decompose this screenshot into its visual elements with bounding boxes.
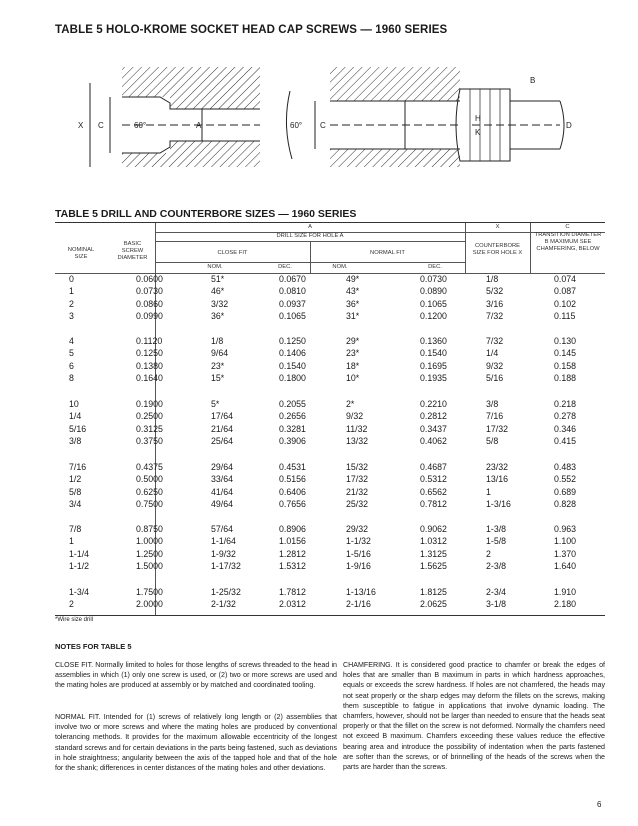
table-cell: 1-1/64 <box>211 536 236 547</box>
table-cell: 1-5/16 <box>346 548 371 559</box>
table-cell: 3/4 <box>69 499 82 510</box>
header-normal-fit: NORMAL FIT <box>370 250 405 256</box>
table-cell: 1-13/16 <box>346 587 376 597</box>
table-cell: 3/16 <box>486 298 504 309</box>
table-cell: 0.1695 <box>420 360 447 371</box>
header-dec-close: DEC. <box>278 264 292 270</box>
table-cell: 0.1380 <box>136 360 163 371</box>
table-cell: 0.3281 <box>279 423 306 434</box>
table-cell: 15* <box>211 373 225 384</box>
table-cell: 1-9/32 <box>211 548 236 559</box>
close-fit-hole-figure <box>90 67 260 167</box>
table-cell: 0.7812 <box>420 499 447 510</box>
table-cell: 0.483 <box>554 462 577 472</box>
header-close-fit: CLOSE FIT <box>217 250 248 256</box>
table-cell: 2.180 <box>554 599 577 610</box>
table-cell: 0.1935 <box>420 373 447 384</box>
table-cell: 0.0860 <box>136 298 163 309</box>
table-cell: 7/16 <box>486 411 504 422</box>
table-cell: 1 <box>486 486 491 497</box>
notes-title: NOTES FOR TABLE 5 <box>55 642 132 651</box>
table-cell: 0.3125 <box>136 423 163 434</box>
header-nominal-size: NOMINAL SIZE <box>67 247 95 261</box>
table-cell: 1-1/32 <box>346 536 371 547</box>
table-cell: 0.1540 <box>420 348 447 359</box>
table-cell: 0.1900 <box>136 399 163 409</box>
table-cell: 0.158 <box>554 360 577 371</box>
table-cell: 1.0156 <box>279 536 306 547</box>
table-cell: 0.1800 <box>279 373 306 384</box>
table-cell: 6 <box>69 360 74 371</box>
header-a: A <box>308 224 312 230</box>
table-cell: 0.1065 <box>420 298 447 309</box>
table-cell: 1-17/32 <box>211 561 241 572</box>
table-cell: 21/64 <box>211 423 234 434</box>
table-cell: 2.0625 <box>420 599 447 610</box>
table-cell: 1.3125 <box>420 548 447 559</box>
table-cell: 0.1406 <box>279 348 306 359</box>
table-cell: 21/32 <box>346 486 369 497</box>
table-cell: 13/32 <box>346 436 369 447</box>
table-cell: 0.1540 <box>279 360 306 371</box>
diagram-label-c: C <box>98 121 104 130</box>
table-cell: 0.6562 <box>420 486 447 497</box>
table-cell: 3 <box>69 311 74 322</box>
table-cell: 1.5000 <box>136 561 163 572</box>
table-cell: 2-1/32 <box>211 599 236 610</box>
table-cell: 0.0990 <box>136 311 163 322</box>
table-cell: 7/32 <box>486 311 504 322</box>
chamfering-note: CHAMFERING. It is considered good practice to chamfer or break the edges of holes that are smaller than B maximum in parts in which hardness approaches, equals or exceeds the screw hardness. If holes are not chamfered, the heads may not seat properly or the sharp edges may deform the fillets on the screws, making them susceptible to fatigue in applications that involve dynamic loading. The chamfers, however, should not be larger than needed to ensure that the heads seat properly or that the fillet on the screw is not deformed. Normally the chamfers need not exceed B maximum. Chamfers exceeding these values reduce the effective bearing area and introduce the possibility of indentation when the parts fastened are softer than the screws, or of brinnelling of the heads of the screws when the parts are harder than the screws. <box>343 661 605 772</box>
table-cell: 2 <box>69 298 74 309</box>
table-cell: 0.102 <box>554 298 577 309</box>
table-cell: 1.7500 <box>136 587 163 597</box>
table-cell: 29/32 <box>346 524 369 534</box>
table-cell: 0.4375 <box>136 462 163 472</box>
table-cell: 4 <box>69 336 74 346</box>
table-cell: 11/32 <box>346 423 368 434</box>
table-cell: 0 <box>69 274 74 284</box>
table-cell: 0.3750 <box>136 436 163 447</box>
table-cell: 2 <box>69 599 74 610</box>
table-cell: 7/16 <box>69 462 87 472</box>
table-cell: 0.0730 <box>420 274 447 284</box>
table-cell: 0.188 <box>554 373 577 384</box>
socket-screw-diagram <box>60 55 580 175</box>
table-cell: 9/32 <box>486 360 504 371</box>
normal-fit-hole-figure <box>286 67 460 167</box>
table-cell: 3/8 <box>486 399 499 409</box>
table-cell: 0.9062 <box>420 524 447 534</box>
table-cell: 51* <box>211 274 225 284</box>
table-cell: 0.0730 <box>136 286 163 297</box>
table-cell: 0.5000 <box>136 474 163 485</box>
table-cell: 0.6250 <box>136 486 163 497</box>
table-cell: 0.087 <box>554 286 577 297</box>
header-transition: TRANSITION DIAMETER B MAXIMUM SEE CHAMFERING, BELOW <box>534 232 602 253</box>
table-cell: 2-3/4 <box>486 587 507 597</box>
table-cell: 31* <box>346 311 360 322</box>
header-x: X <box>495 224 500 230</box>
table-cell: 17/32 <box>346 474 369 485</box>
table-cell: 10* <box>346 373 360 384</box>
table-cell: 1 <box>69 286 74 297</box>
table-cell: 5 <box>69 348 74 359</box>
table-cell: 49/64 <box>211 499 234 510</box>
table-cell: 2* <box>346 399 355 409</box>
table-cell: 2 <box>486 548 491 559</box>
table-cell: 9/64 <box>211 348 229 359</box>
table-cell: 1/2 <box>69 474 82 485</box>
table-cell: 10 <box>69 399 79 409</box>
table-cell: 1-5/8 <box>486 536 507 547</box>
diagram-label-a: A <box>196 121 202 130</box>
diagram-label-c2: C <box>320 121 326 130</box>
table-cell: 0.0670 <box>279 274 306 284</box>
drill-counterbore-table <box>55 222 605 616</box>
table-cell: 23* <box>211 360 225 371</box>
table-cell: 5* <box>211 399 220 409</box>
table-cell: 1.5625 <box>420 561 447 572</box>
table-cell: 0.1360 <box>420 336 447 346</box>
table-cell: 29/64 <box>211 462 234 472</box>
table-cell: 0.689 <box>554 486 577 497</box>
table-cell: 7/32 <box>486 336 504 346</box>
table-cell: 41/64 <box>211 486 234 497</box>
table-cell: 0.8906 <box>279 524 306 534</box>
table-cell: 5/16 <box>486 373 504 384</box>
header-counterbore: COUNTERBORE SIZE FOR HOLE X <box>472 243 523 257</box>
header-drill-size: DRILL SIZE FOR HOLE A <box>276 233 344 239</box>
table-cell: 1-3/8 <box>486 524 507 534</box>
table-cell: 0.8750 <box>136 524 163 534</box>
table-cell: 1-1/2 <box>69 561 90 572</box>
table-cell: 1.2500 <box>136 548 163 559</box>
diagram-label-h: H <box>475 114 481 123</box>
table-cell: 1.910 <box>554 587 577 597</box>
table-cell: 0.5156 <box>279 474 306 485</box>
header-c: C <box>565 224 570 230</box>
table-cell: 0.2500 <box>136 411 163 422</box>
table-cell: 0.278 <box>554 411 577 422</box>
table-cell: 9/32 <box>346 411 364 422</box>
table-cell: 13/16 <box>486 474 509 485</box>
table-cell: 1/8 <box>211 336 224 346</box>
table-cell: 3-1/8 <box>486 599 507 610</box>
table-cell: 1.5312 <box>279 561 306 572</box>
table-cell: 1.640 <box>554 561 577 572</box>
table-cell: 0.218 <box>554 399 577 409</box>
table-cell: 0.4062 <box>420 436 447 447</box>
table-cell: 1-1/4 <box>69 548 90 559</box>
diagram-label-d: D <box>566 121 572 130</box>
table-cell: 0.1200 <box>420 311 447 322</box>
header-basic-diameter: BASIC SCREW DIAMETER <box>117 241 148 262</box>
table-cell: 0.2812 <box>420 411 447 422</box>
diagram-label-b: B <box>530 76 536 85</box>
diagram-label-angle-1: 60° <box>134 121 147 130</box>
table-cell: 0.145 <box>554 348 577 359</box>
table-cell: 5/32 <box>486 286 504 297</box>
table-cell: 5/8 <box>69 486 82 497</box>
table-cell: 1/4 <box>486 348 499 359</box>
table-cell: 0.346 <box>554 423 577 434</box>
table-cell: 0.3437 <box>420 423 447 434</box>
table-cell: 0.1640 <box>136 373 163 384</box>
table-cell: 0.0810 <box>279 286 306 297</box>
table-cell: 43* <box>346 286 360 297</box>
normal-fit-note: NORMAL FIT. Intended for (1) screws of relatively long length or (2) assemblies that involve two or more screws and where the mating holes are produced by conventional tolerancing methods. It provides for the maximum allowable eccentricity of the longest standard screws and for certain deviations in the parts being fastened, such as deviations in hole straightness; angularity between the axis of the tapped hole and that of the hole for the shank; differences in center distances of the mating holes and other deviations. <box>55 713 337 773</box>
table-cell: 0.7500 <box>136 499 163 510</box>
table-cell: 1.8125 <box>420 587 447 597</box>
page-number: 6 <box>597 800 602 809</box>
table-cell: 0.0890 <box>420 286 447 297</box>
table-cell: 17/64 <box>211 411 234 422</box>
table-cell: 7/8 <box>69 524 82 534</box>
table-cell: 0.4687 <box>420 462 447 472</box>
table-cell: 2-3/8 <box>486 561 507 572</box>
table-title: TABLE 5 DRILL AND COUNTERBORE SIZES — 1960 SERIES <box>55 208 357 220</box>
table-cell: 1.370 <box>554 548 577 559</box>
table-cell: 0.2055 <box>279 399 306 409</box>
table-cell: 46* <box>211 286 225 297</box>
table-cell: 0.0937 <box>279 298 306 309</box>
table-cell: 3/32 <box>211 298 229 309</box>
table-cell: 23* <box>346 348 360 359</box>
table-cell: 0.1120 <box>136 336 163 346</box>
table-cell: 1/4 <box>69 411 82 422</box>
table-cell: 0.3906 <box>279 436 306 447</box>
table-cell: 1.100 <box>554 536 577 547</box>
table-cell: 1.7812 <box>279 587 306 597</box>
table-cell: 0.552 <box>554 474 577 485</box>
table-cell: 0.130 <box>554 336 577 346</box>
table-cell: 1-25/32 <box>211 587 241 597</box>
table-cell: 0.828 <box>554 499 577 510</box>
table-cell: 1-9/16 <box>346 561 371 572</box>
table-cell: 5/8 <box>486 436 499 447</box>
table-cell: 25/32 <box>346 499 369 510</box>
table-cell: 0.1250 <box>279 336 306 346</box>
close-fit-note: CLOSE FIT. Normally limited to holes for those lengths of screws threaded to the head in assemblies in which (1) only one screw is used, or (2) two or more screws are used and the mating holes are produced at assembly or by matched and coordinated tooling. <box>55 661 337 690</box>
table-cell: 0.074 <box>554 274 577 284</box>
table-cell: 0.415 <box>554 436 577 447</box>
table-cell: 1 <box>69 536 74 547</box>
diagram-label-x: X <box>78 121 84 130</box>
table-cell: 49* <box>346 274 360 284</box>
table-cell: 0.6406 <box>279 486 306 497</box>
table-cell: 5/16 <box>69 423 87 434</box>
table-cell: 2.0000 <box>136 599 163 610</box>
table-cell: 1.2812 <box>279 548 306 559</box>
table-cell: 0.2210 <box>420 399 447 409</box>
table-cell: 0.115 <box>554 311 576 322</box>
wire-size-footnote: *Wire size drill <box>55 617 94 623</box>
table-cell: 2-1/16 <box>346 599 371 610</box>
table-cell: 18* <box>346 360 360 371</box>
table-cell: 25/64 <box>211 436 234 447</box>
table-cell: 23/32 <box>486 462 509 472</box>
table-cell: 1-3/16 <box>486 499 511 510</box>
table-cell: 36* <box>211 311 225 322</box>
table-cell: 0.1065 <box>279 311 306 322</box>
header-nom-close: NOM. <box>207 264 223 270</box>
table-cell: 1-3/4 <box>69 587 90 597</box>
table-cell: 0.5312 <box>420 474 447 485</box>
diagram-label-angle-2: 60° <box>290 121 303 130</box>
table-cell: 17/32 <box>486 423 509 434</box>
table-cell: 1/8 <box>486 274 499 284</box>
table-cell: 29* <box>346 336 360 346</box>
table-cell: 36* <box>346 298 360 309</box>
table-cell: 0.1250 <box>136 348 163 359</box>
table-cell: 15/32 <box>346 462 369 472</box>
table-cell: 1.0312 <box>420 536 447 547</box>
table-cell: 1.0000 <box>136 536 163 547</box>
table-cell: 33/64 <box>211 474 234 485</box>
table-cell: 0.2656 <box>279 411 306 422</box>
table-cell: 0.0600 <box>136 274 163 284</box>
table-cell: 0.963 <box>554 524 577 534</box>
table-cell: 2.0312 <box>279 599 306 610</box>
header-nom-normal: NOM. <box>332 264 348 270</box>
table-cell: 0.4531 <box>279 462 306 472</box>
table-cell: 3/8 <box>69 436 82 447</box>
screw-head-figure <box>456 89 564 161</box>
table-cell: 8 <box>69 373 74 384</box>
header-dec-normal: DEC. <box>428 264 442 270</box>
page-title: TABLE 5 HOLO-KROME SOCKET HEAD CAP SCREWS — 1960 SERIES <box>55 24 448 36</box>
table-cell: 0.7656 <box>279 499 306 510</box>
diagram-label-k: K <box>475 128 481 137</box>
table-cell: 57/64 <box>211 524 234 534</box>
